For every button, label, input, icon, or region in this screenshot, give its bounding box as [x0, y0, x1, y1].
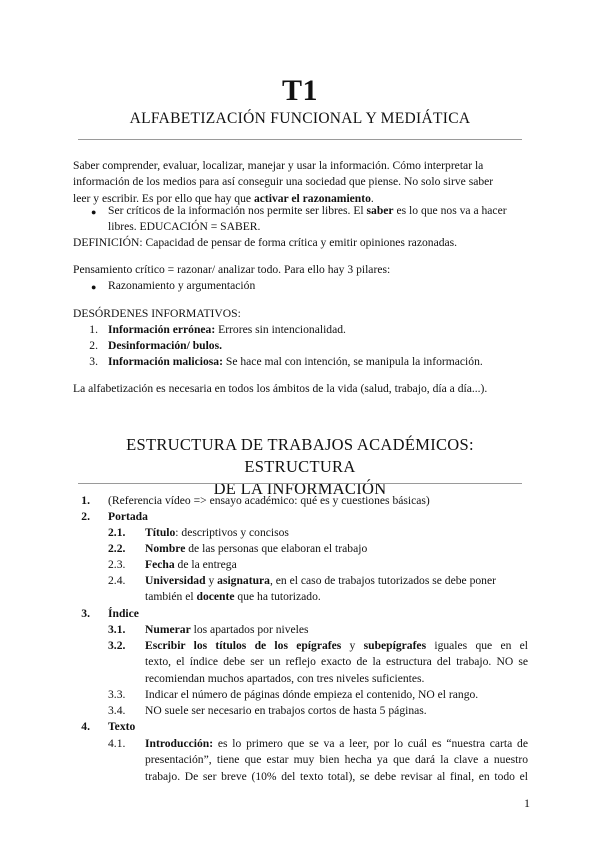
intro-paragraph: [73, 158, 528, 207]
outline-number: 3.2.: [108, 639, 126, 652]
pensamiento-text: Pensamiento crítico = razonar/ analizar todo. Para ello hay 3 pilares:: [73, 263, 391, 276]
outline-number: 3.3.: [108, 688, 126, 701]
outline-subitem: Numerar los apartados por niveles: [145, 623, 309, 636]
outline-subitem: Fecha de la entrega: [145, 558, 237, 571]
outline-number: 2.: [81, 510, 90, 523]
outline-number: 3.: [81, 607, 90, 620]
outline-item: Índice: [108, 607, 139, 620]
bullet-icon: ●: [91, 282, 97, 292]
list-item: Desinformación/ bulos.: [108, 339, 223, 352]
outline-number: 2.4.: [108, 574, 126, 587]
bullet-item-razonamiento: Razonamiento y argumentación: [108, 279, 256, 292]
outline-number: 2.3.: [108, 558, 126, 571]
bullet-icon: ●: [91, 207, 97, 217]
section-heading: ESTRUCTURA DE TRABAJOS ACADÉMICOS: ESTRUCTURA DE LA INFORMACIÓN: [126, 435, 474, 498]
list-number: 2.: [89, 339, 98, 352]
outline-subitem: Nombre de las personas que elaboran el trabajo: [145, 542, 368, 555]
outline-number: 4.1.: [108, 737, 126, 750]
intro-line-2: información de los medios para así conseguir una sociedad que piense. No solo sirve saber: [73, 175, 494, 189]
bullet-item-libres: Ser críticos de la información nos permite ser libres. El saber es lo que nos va a hacer libres. EDUCACIÓN = SABER.: [108, 204, 507, 234]
outline-item: Texto: [108, 720, 136, 733]
list-number: 1.: [89, 323, 98, 336]
outline-subitem: Introducción: es lo primero que se va a leer, por lo cuál es “nuestra carta de presentación”, tiene que estar muy bien hecha ya que dará la clave a nuestro trabajo. De ser breve (10% del texto total), se debe revisar al final, en todo el: [145, 737, 528, 783]
page-subtitle: ALFABETIZACIÓN FUNCIONAL Y MEDIÁTICA: [129, 110, 471, 127]
page-number: 1: [524, 796, 530, 810]
outline-number: 3.1.: [108, 623, 126, 636]
title-divider: [78, 139, 522, 140]
intro-line-3: leer y escribir. Es por ello que hay que activar el razonamiento.: [73, 191, 374, 205]
outline-item: (Referencia vídeo => ensayo académico: qué es y cuestiones básicas): [108, 494, 430, 507]
outline-subitem: Escribir los títulos de los epígrafes y subepígrafes iguales que en el texto, el índice debe ser un reflejo exacto de la estructura del trabajo. NO se recomiendan muchos apartados, con tres niveles suficientes.: [145, 639, 529, 685]
intro-line-1: Saber comprender, evaluar, localizar, manejar y usar la información. Cómo interpretar la: [73, 159, 484, 172]
outline-subitem: NO suele ser necesario en trabajos cortos de hasta 5 páginas.: [145, 704, 427, 717]
outline-subitem: Indicar el número de páginas dónde empieza el contenido, NO el rango.: [145, 688, 479, 701]
outline-number: 2.1.: [108, 526, 126, 539]
page-title: T1: [281, 74, 318, 107]
list-item: Información maliciosa: Se hace mal con intención, se manipula la información.: [108, 355, 483, 368]
definition-text: DEFINICIÓN: Capacidad de pensar de forma crítica y emitir opiniones razonadas.: [73, 236, 458, 249]
section-divider: [78, 483, 522, 484]
desordenes-title: DESÓRDENES INFORMATIVOS:: [73, 307, 241, 320]
list-number: 3.: [89, 355, 98, 368]
outline-number: 4.: [81, 720, 90, 733]
outline-number: 3.4.: [108, 704, 126, 717]
outline-subitem: Título: descriptivos y concisos: [145, 526, 289, 539]
outline-number: 1.: [81, 494, 90, 507]
outline-number: 2.2.: [108, 542, 126, 555]
alfabetizacion-text: La alfabetización es necesaria en todos los ámbitos de la vida (salud, trabajo, día a día...).: [73, 382, 488, 395]
outline-item: Portada: [108, 510, 148, 523]
list-item: Información errónea: Errores sin intencionalidad.: [108, 323, 346, 336]
outline-subitem: Universidad y asignatura, en el caso de trabajos tutorizados se debe poner también el docente que ha tutorizado.: [145, 574, 496, 604]
